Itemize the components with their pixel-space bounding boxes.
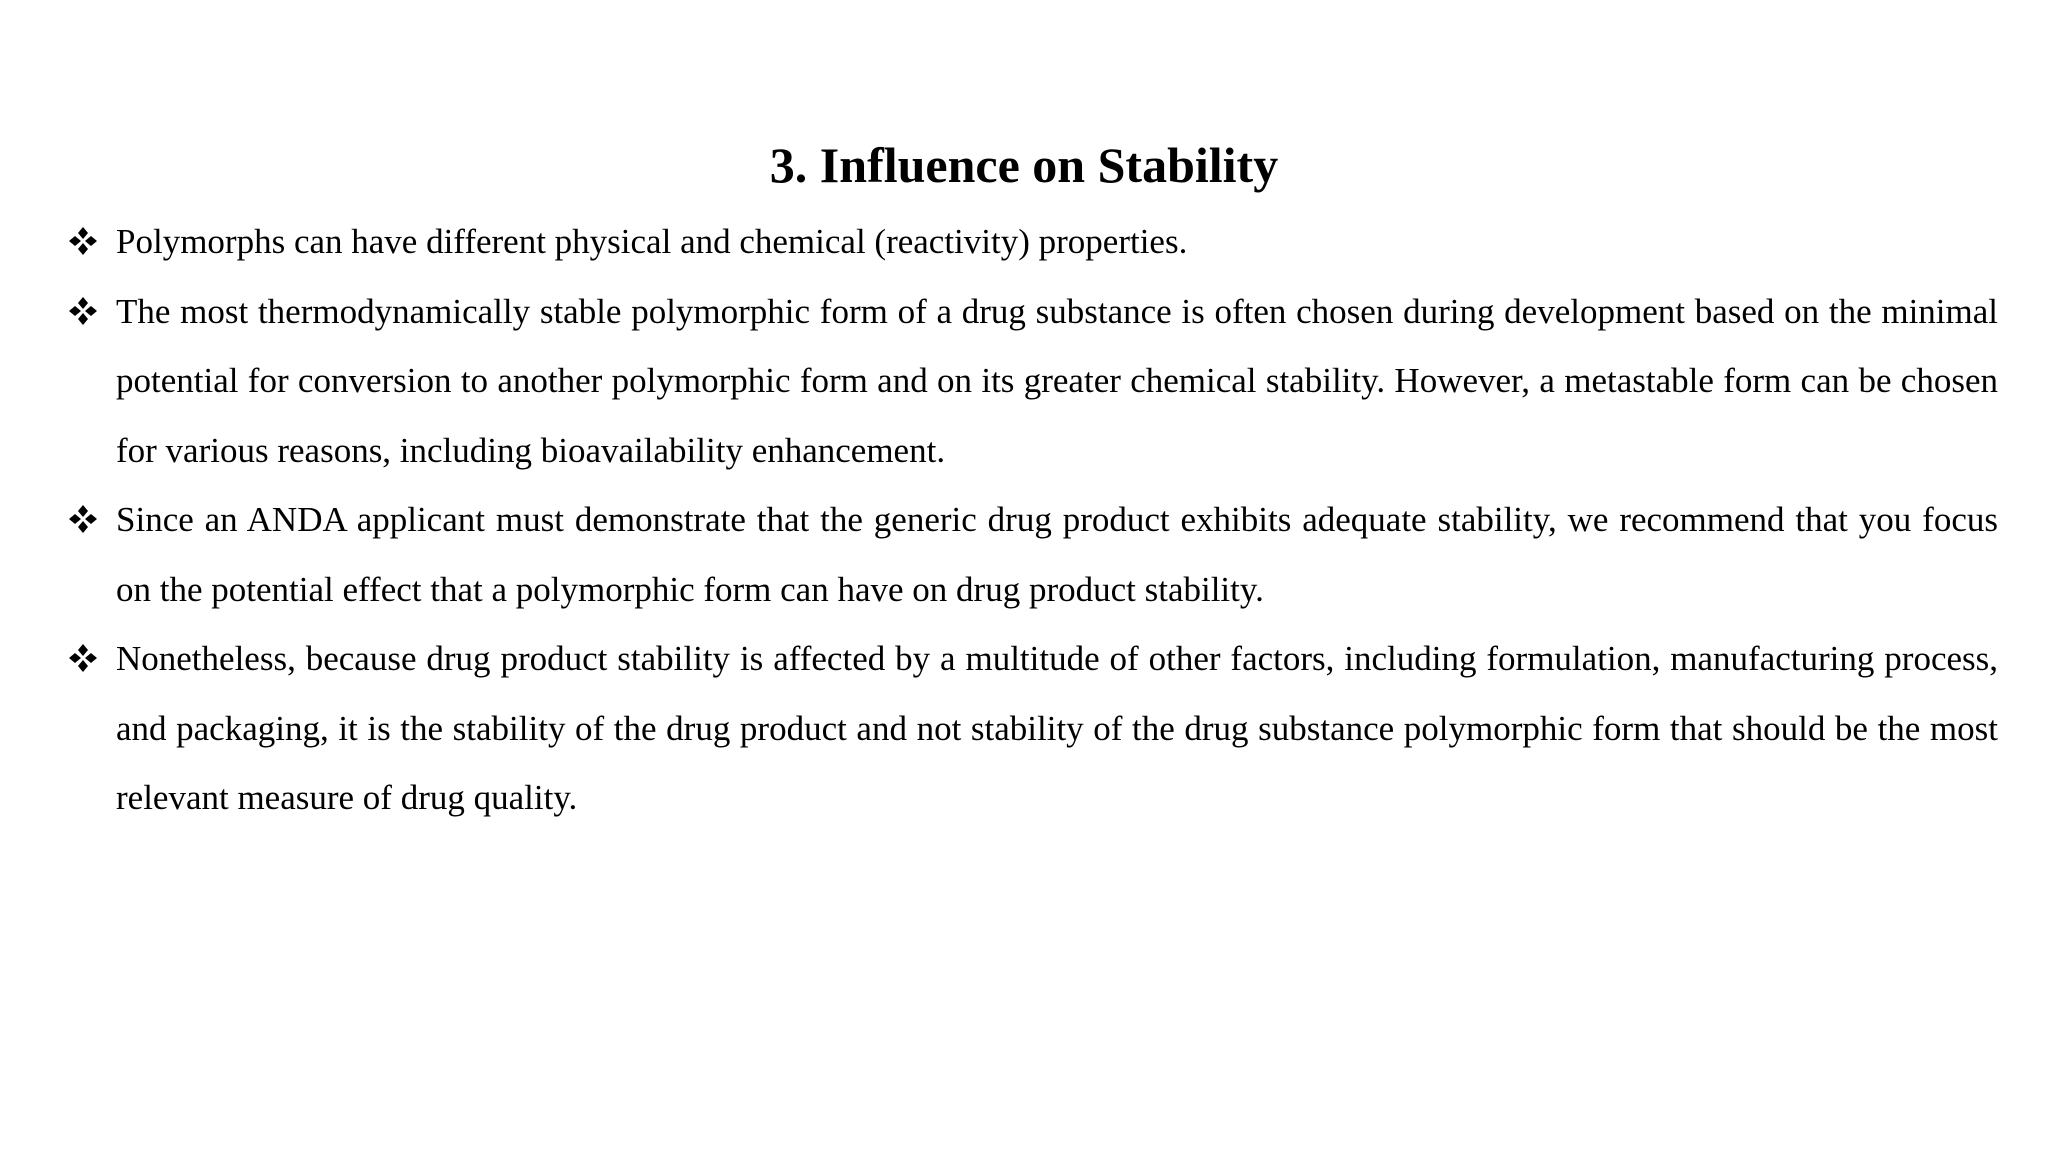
bullet-list [68, 207, 1998, 833]
bullet-text: The most thermodynamically stable polymorphic form of a drug substance is often chosen during development based on the minimal potential for conversion to another polymorphic form and on its greater chemical stability. However, a metastable form can be chosen for various reasons, including bioavailability enhancement. [116, 291, 1998, 470]
bullet-item [68, 485, 1998, 624]
four-diamond-icon [68, 226, 98, 256]
bullet-item [68, 277, 1998, 486]
bullet-text: Nonetheless, because drug product stability is affected by a multitude of other factors, including formulation, manufacturing process, and packaging, it is the stability of the drug product and not stability of the drug substance polymorphic form that should be the most relevant measure of drug quality. [116, 639, 1998, 817]
bullet-text: Polymorphs can have different physical and chemical (reactivity) properties. [116, 222, 1188, 261]
bullet-item [68, 624, 1998, 833]
four-diamond-icon [68, 504, 98, 534]
four-diamond-icon [68, 296, 98, 326]
bullet-item [68, 207, 1998, 277]
slide-title: 3. Influence on Stability [769, 137, 1279, 193]
bullet-text: Since an ANDA applicant must demonstrate that the generic drug product exhibits adequate stability, we recommend that you focus on the potential effect that a polymorphic form can have on drug product stability. [116, 500, 1998, 609]
four-diamond-icon [68, 643, 98, 673]
